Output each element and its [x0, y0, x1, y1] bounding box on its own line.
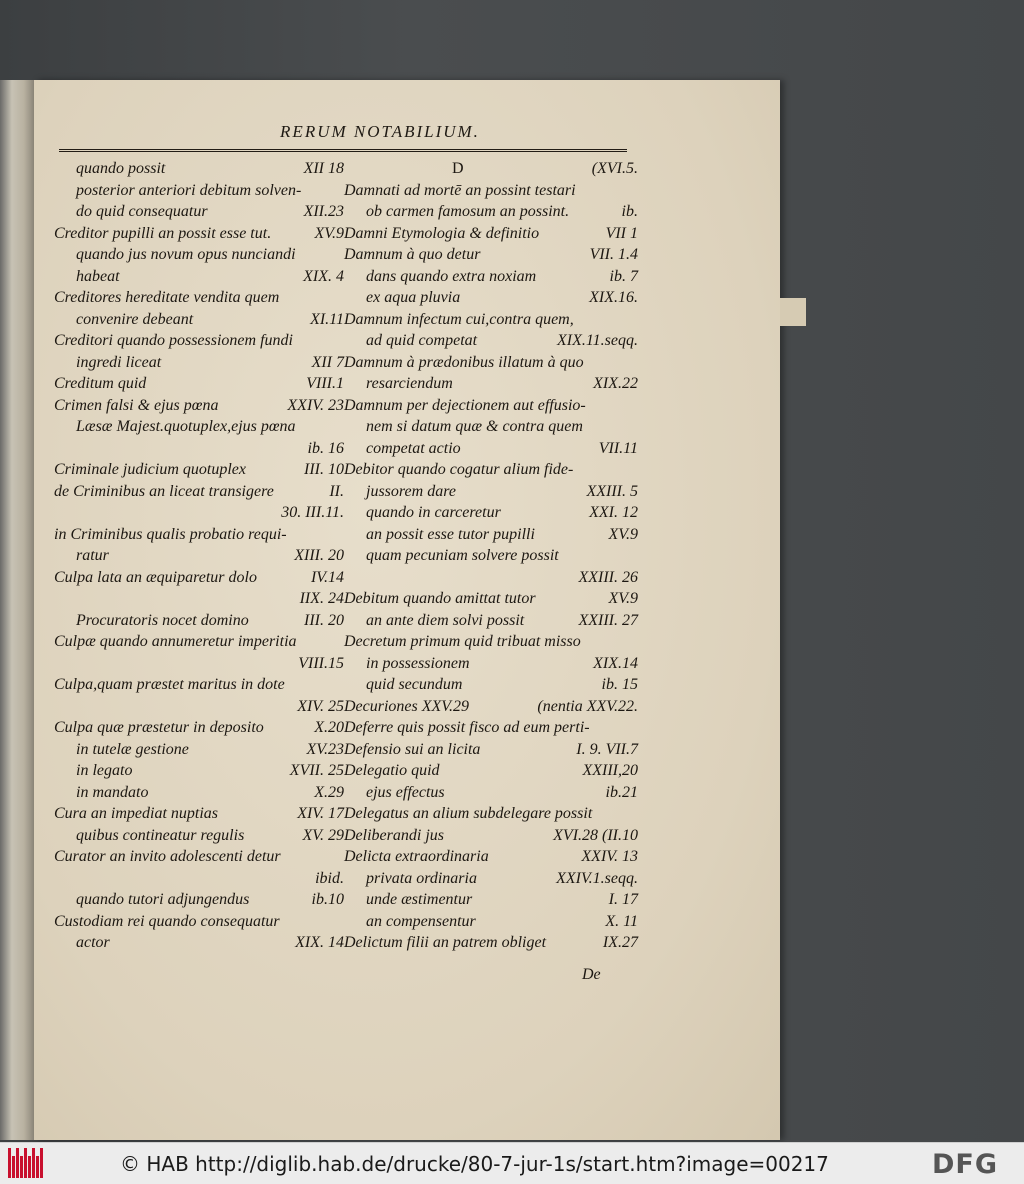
index-entry: [344, 739, 638, 761]
entry-reference: XIV. 25: [297, 697, 344, 715]
entry-term: in possessionem: [366, 654, 470, 672]
entry-term: quid secundum: [366, 676, 463, 693]
entry-term: quam pecuniam solvere possit: [366, 547, 559, 564]
entry-reference: IV.14: [310, 568, 344, 586]
index-entry: [344, 588, 638, 610]
index-entry: [344, 287, 638, 309]
entry-term: an ante diem solvi possit: [366, 611, 525, 629]
index-entry: [54, 158, 344, 180]
entry-reference: [632, 416, 638, 438]
index-entry: [54, 631, 344, 653]
entry-reference: III. 20: [304, 611, 344, 629]
index-entry: [344, 631, 638, 653]
entry-term: ad quid competat: [366, 332, 478, 349]
entry-reference: XIX. 4: [303, 267, 344, 285]
entry-reference: XIX.22: [593, 375, 638, 392]
entry-term: Decuriones XXV.29: [344, 697, 470, 715]
index-entry: [344, 932, 638, 954]
entry-term: in Criminibus qualis probatio requi-: [54, 525, 287, 543]
entry-reference: XV.9: [608, 525, 638, 543]
index-entry: [344, 760, 638, 782]
entry-term: jussorem dare: [366, 482, 456, 500]
entry-term: convenire debeant: [76, 310, 194, 328]
entry-reference: VIII.15: [298, 654, 344, 672]
entry-reference: [632, 717, 638, 739]
entry-term: dans quando extra noxiam: [366, 267, 537, 285]
index-entry: [344, 889, 638, 911]
index-entry: [54, 373, 344, 395]
entry-reference: XXI. 12: [589, 504, 638, 521]
entry-term: Delegatus an alium subdelegare possit: [344, 805, 593, 822]
page-edge: [0, 80, 34, 1140]
index-entry: [54, 760, 344, 782]
entry-reference: (XVI.5.: [591, 160, 638, 177]
entry-term: resarciendum: [366, 375, 453, 392]
index-entry: [344, 459, 638, 481]
entry-reference: XXIV.1.seqq.: [556, 869, 638, 887]
index-entry: [344, 567, 638, 589]
entry-reference: XI.11: [310, 310, 344, 328]
entry-reference: VII. 1.4: [589, 246, 638, 263]
entry-term: Damnati ad mortē an possint testari: [344, 181, 576, 199]
entry-reference: ib. 7: [609, 267, 638, 285]
index-entry: [54, 352, 344, 374]
entry-term: ex aqua pluvia: [366, 289, 461, 306]
entry-term: Delegatio quid: [344, 762, 440, 779]
index-entry: [344, 825, 638, 847]
index-entry: [54, 201, 344, 223]
entry-reference: ib.21: [605, 783, 638, 801]
book-page: [34, 80, 780, 1140]
entry-reference: II.: [329, 482, 344, 500]
entry-term: Criminale judicium quotuplex: [54, 461, 246, 478]
entry-term: competat actio: [366, 439, 461, 457]
index-entry: [54, 911, 344, 933]
entry-reference: [632, 545, 638, 567]
entry-term: Culpa,quam præstet maritus in dote: [54, 676, 285, 693]
entry-reference: XIX.14: [593, 654, 638, 672]
entry-reference: XXIII. 27: [578, 611, 638, 629]
index-entry: [54, 287, 344, 309]
entry-reference: XIX.16.: [589, 289, 638, 306]
entry-reference: [632, 180, 638, 202]
entry-term: Curator an invito adolescenti detur: [54, 848, 281, 865]
entry-term: privata ordinaria: [366, 869, 477, 887]
entry-term: Deferre quis possit fisco ad eum perti-: [344, 719, 590, 736]
entry-reference: [632, 309, 638, 331]
index-entry: [54, 588, 344, 610]
index-entry: [54, 330, 344, 352]
entry-term: Culpa lata an æquiparetur dolo: [54, 568, 257, 586]
entry-reference: XXIII. 26: [578, 568, 638, 586]
index-entry: [54, 416, 344, 438]
index-entry: [54, 932, 344, 954]
index-entry: [344, 696, 638, 718]
entry-reference: XXIV. 13: [581, 848, 638, 865]
entry-term: Defensio sui an licita: [344, 740, 481, 758]
index-entry: [344, 481, 638, 503]
entry-reference: ib.: [621, 203, 638, 220]
index-entry: [54, 868, 344, 890]
index-entry: [54, 717, 344, 739]
entry-term: Creditor pupilli an possit esse tut.: [54, 224, 272, 242]
entry-reference: X.20: [314, 719, 344, 736]
index-entry: [344, 201, 638, 223]
entry-term: Damnum per dejectionem aut effusio-: [344, 396, 586, 414]
entry-reference: VII 1: [605, 224, 638, 242]
index-entry: [54, 567, 344, 589]
hab-logo-icon: [8, 1148, 48, 1178]
entry-term: an possit esse tutor pupilli: [366, 525, 535, 543]
index-entry: [344, 309, 638, 331]
entry-term: quando in carceretur: [366, 504, 501, 521]
entry-term: Debitum quando amittat tutor: [344, 590, 536, 607]
catchword: De: [582, 966, 601, 983]
entry-reference: XII 18: [303, 160, 344, 177]
entry-reference: ib. 16: [307, 439, 344, 457]
index-entry: [54, 803, 344, 825]
entry-reference: XXIII. 5: [586, 482, 638, 500]
index-entry: [344, 717, 638, 739]
index-entry: [344, 502, 638, 524]
index-entry: [54, 653, 344, 675]
entry-reference: XVII. 25: [289, 762, 344, 779]
entry-term: Delicta extraordinaria: [344, 848, 489, 865]
entry-reference: XV. 29: [302, 826, 344, 844]
entry-reference: X. 11: [605, 912, 638, 930]
entry-reference: IX.27: [602, 934, 638, 951]
entry-term: nem si datum quæ & contra quem: [366, 418, 583, 435]
entry-term: in tutelæ gestione: [76, 740, 189, 758]
entry-term: actor: [76, 934, 110, 951]
entry-reference: IIX. 24: [299, 590, 344, 607]
index-entry: [54, 782, 344, 804]
entry-term: ingredi liceat: [76, 353, 162, 371]
index-entry: [54, 524, 344, 546]
index-entry: [54, 244, 344, 266]
entry-reference: III. 10: [304, 461, 344, 478]
entry-term: posterior anteriori debitum solven-: [76, 181, 302, 199]
index-entry: [344, 158, 638, 180]
entry-reference: XII 7: [311, 353, 344, 371]
entry-reference: [632, 395, 638, 417]
index-entry: [54, 825, 344, 847]
entry-term: Culpa quæ præstetur in deposito: [54, 719, 264, 736]
entry-term: habeat: [76, 267, 120, 285]
index-entry: [344, 610, 638, 632]
entry-term: an compensentur: [366, 912, 476, 930]
entry-term: D: [452, 160, 464, 177]
entry-term: do quid consequatur: [76, 203, 208, 220]
entry-term: quando possit: [76, 160, 166, 177]
entry-term: Creditores hereditate vendita quem: [54, 289, 280, 306]
index-entry: [54, 739, 344, 761]
footer-bar: [0, 1142, 1024, 1184]
entry-reference: I. 9. VII.7: [576, 740, 638, 758]
entry-term: ejus effectus: [366, 783, 445, 801]
entry-reference: XV.9: [314, 224, 344, 242]
index-entry: [344, 180, 638, 202]
index-entry: [54, 180, 344, 202]
index-entry: [54, 438, 344, 460]
entry-reference: ib. 15: [601, 676, 638, 693]
entry-term: Creditori quando possessionem fundi: [54, 332, 293, 349]
entry-reference: ibid.: [315, 869, 344, 887]
index-entry: [344, 545, 638, 567]
index-entry: [344, 352, 638, 374]
running-head: RERUM NOTABILIUM.: [280, 122, 480, 141]
index-entry: [344, 846, 638, 868]
entry-term: ob carmen famosum an possint.: [366, 203, 570, 220]
index-entry: [54, 481, 344, 503]
entry-reference: XIII. 20: [294, 547, 344, 564]
entry-term: Cura an impediat nuptias: [54, 805, 219, 822]
index-entry: [54, 223, 344, 245]
index-entry: [54, 395, 344, 417]
entry-term: Damni Etymologia & definitio: [344, 224, 540, 242]
index-entry: [344, 266, 638, 288]
entry-reference: I. 17: [608, 891, 638, 908]
index-entry: [344, 868, 638, 890]
entry-term: Damnum à quo detur: [344, 246, 481, 263]
entry-reference: XV.23: [306, 740, 344, 758]
index-column-right: [344, 158, 638, 954]
index-entry: [54, 309, 344, 331]
index-entry: [54, 889, 344, 911]
entry-term: Procuratoris nocet domino: [76, 611, 249, 629]
entry-reference: ib.10: [311, 891, 344, 908]
entry-reference: [632, 803, 638, 825]
index-entry: [344, 373, 638, 395]
entry-term: Custodiam rei quando consequatur: [54, 912, 280, 930]
entry-reference: XV.9: [608, 590, 638, 607]
entry-reference: XIV. 17: [297, 805, 344, 822]
index-entry: [344, 330, 638, 352]
index-entry: [344, 653, 638, 675]
index-entry: [344, 674, 638, 696]
index-entry: [344, 782, 638, 804]
entry-term: Culpæ quando annumeretur imperitia: [54, 633, 297, 650]
entry-term: quando tutori adjungendus: [76, 891, 250, 908]
entry-term: in mandato: [76, 783, 149, 801]
entry-reference: VII.11: [598, 439, 638, 457]
index-entry: [54, 696, 344, 718]
index-entry: [344, 803, 638, 825]
entry-reference: [632, 352, 638, 374]
entry-term: Damnum infectum cui,contra quem,: [344, 310, 574, 328]
entry-term: Creditum quid: [54, 375, 147, 392]
index-entry: [344, 911, 638, 933]
entry-reference: XVI.28 (II.10: [553, 826, 638, 844]
entry-term: Damnum à prædonibus illatum à quo: [344, 353, 584, 371]
index-entry: [54, 545, 344, 567]
index-entry: [54, 502, 344, 524]
entry-reference: XII.23: [303, 203, 344, 220]
entry-reference: XIX.11.seqq.: [556, 332, 638, 349]
index-entry: [344, 223, 638, 245]
index-entry: [54, 266, 344, 288]
entry-term: Deliberandi jus: [344, 826, 444, 844]
head-rule: [59, 149, 627, 152]
index-entry: [54, 674, 344, 696]
entry-reference: VIII.1: [306, 375, 344, 392]
entry-term: unde æstimentur: [366, 891, 473, 908]
index-entry: [344, 244, 638, 266]
copyright-link[interactable]: © HAB http://diglib.hab.de/drucke/80-7-jur-1s/start.htm?image=00217: [120, 1152, 829, 1176]
dfg-logo: DFG: [932, 1149, 999, 1180]
entry-reference: XXIII,20: [582, 762, 638, 779]
entry-term: de Criminibus an liceat transigere: [54, 482, 274, 500]
index-entry: [344, 438, 638, 460]
index-entry: [344, 524, 638, 546]
entry-reference: [632, 459, 638, 481]
index-entry: [54, 846, 344, 868]
entry-reference: XIX. 14: [295, 934, 344, 951]
entry-term: quando jus novum opus nunciandi: [76, 246, 296, 263]
entry-term: ratur: [76, 547, 109, 564]
index-entry: [54, 610, 344, 632]
entry-reference: 30. III.11.: [281, 504, 344, 521]
entry-reference: [632, 631, 638, 653]
entry-reference: XXIV. 23: [287, 396, 344, 414]
entry-reference: X.29: [314, 783, 344, 801]
index-entry: [344, 395, 638, 417]
entry-term: Decretum primum quid tribuat misso: [344, 633, 581, 650]
page-tab-marker: [780, 298, 806, 326]
index-entry: [54, 459, 344, 481]
index-entry: [344, 416, 638, 438]
entry-term: Debitor quando cogatur alium fide-: [344, 461, 574, 478]
index-column-left: [54, 158, 344, 954]
entry-term: in legato: [76, 762, 133, 779]
entry-reference: (nentia XXV.22.: [537, 697, 638, 715]
entry-term: quibus contineatur regulis: [76, 826, 245, 844]
entry-term: Crimen falsi & ejus pœna: [54, 396, 219, 414]
entry-term: Delictum filii an patrem obliget: [344, 934, 547, 951]
entry-term: Læsæ Majest.quotuplex,ejus pœna: [76, 418, 296, 435]
